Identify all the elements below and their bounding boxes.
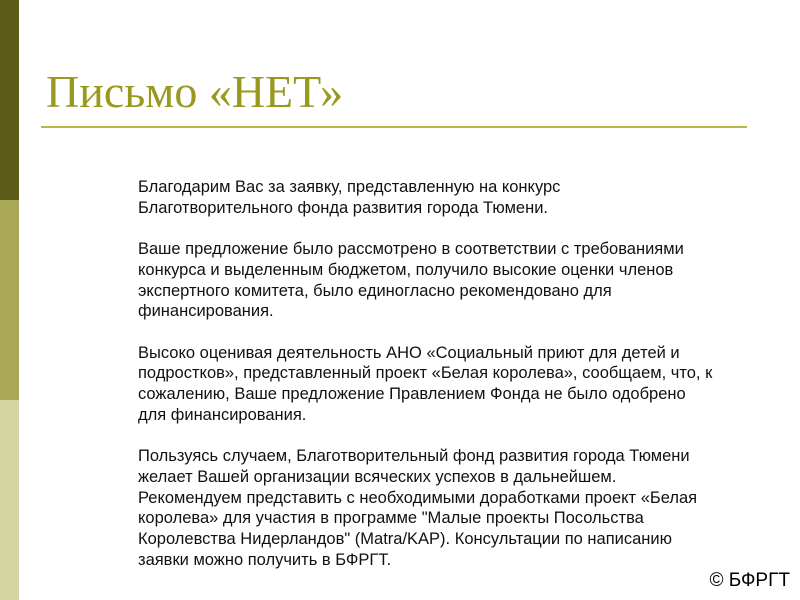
paragraph-thanks [138,177,778,218]
left-accent-bar [0,0,19,600]
paragraph-recommendation [138,446,778,570]
text-line: королева» для участия в программе "Малые проекты Посольства [138,509,644,528]
accent-bar-segment-light [0,400,19,600]
text-line: Благотворительного фонда развития города Тюмени. [138,198,549,217]
text-line: финансирования. [138,302,274,321]
title-divider [41,126,747,128]
text-line: Благодарим Вас за заявку, представленную на конкурс [138,178,561,196]
text-line: подростков», представленный проект «Белая королева», сообщаем, что, к [138,364,713,383]
accent-bar-segment-dark [0,0,19,200]
paragraph-review [138,239,778,322]
text-line: желает Вашей организации всяческих успехов в дальнейшем. [138,467,617,486]
text-line: для финансирования. [138,405,307,424]
accent-bar-segment-mid [0,200,19,400]
paragraph-decision [138,343,778,426]
text-line: Королевства Нидерландов" (Matra/KAP). Консультации по написанию [138,529,672,548]
text-line: Ваше предложение было рассмотрено в соответствии с требованиями [138,240,684,259]
text-line: Пользуясь случаем, Благотворительный фонд развития города Тюмени [138,447,690,466]
text-line: конкурса и выделенным бюджетом, получило высокие оценки членов [138,260,674,279]
letter-body [138,177,778,570]
copyright-notice: © БФРГТ [709,570,790,591]
text-line: экспертного комитета, было единогласно рекомендовано для [138,281,612,300]
text-line: сожалению, Ваше предложение Правлением Фонда не было одобрено [138,385,686,403]
slide-title: Письмо «НЕТ» [46,66,344,117]
text-line: заявки можно получить в БФРГТ. [138,550,392,569]
text-line: Высоко оценивая деятельность АНО «Социальный приют для детей и [138,343,680,362]
text-line: Рекомендуем представить с необходимыми доработками проект «Белая [138,488,698,507]
